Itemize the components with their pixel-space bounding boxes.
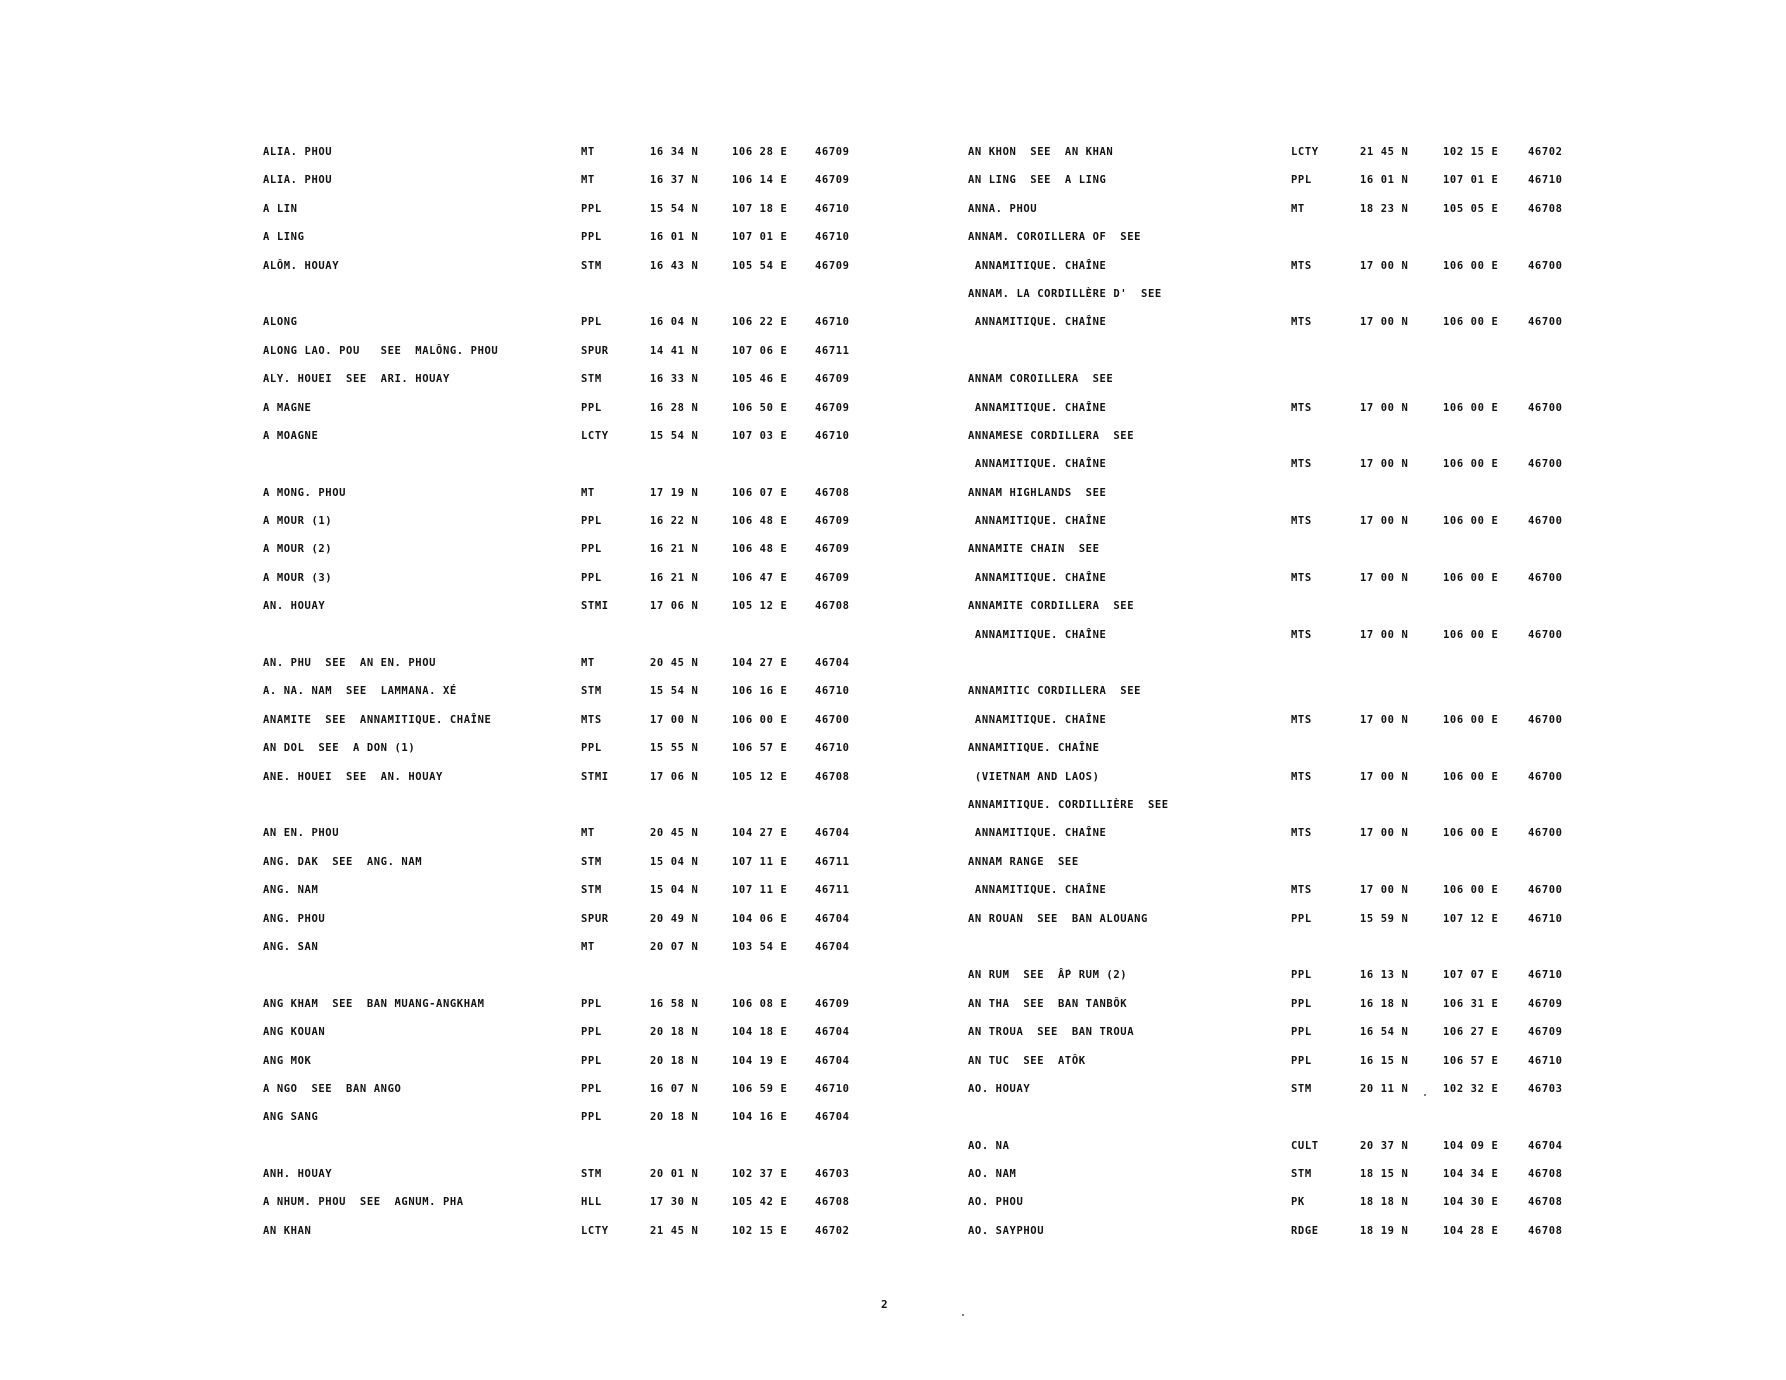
entry-type: MTS <box>1291 515 1312 528</box>
entry-name: ANNAMITIQUE. CHAÎNE <box>968 316 1107 329</box>
entry-name: ANNAMITIQUE. CHAÎNE <box>968 401 1107 414</box>
entry-sheet: 46703 <box>815 1168 850 1181</box>
entry-lon: 107 07 E <box>1443 969 1499 982</box>
entry-name: AO. NAM <box>968 1168 1017 1181</box>
entry-lon: 106 08 E <box>732 997 788 1010</box>
entry-type: MT <box>581 940 595 953</box>
entry-lat: 16 07 N <box>650 1082 699 1095</box>
entry-sheet: 46710 <box>1528 1054 1563 1067</box>
entry-lon: 106 00 E <box>1443 571 1499 584</box>
entry-lat: 15 55 N <box>650 742 699 755</box>
entry-lon: 106 00 E <box>1443 713 1499 726</box>
entry-name: A LIN <box>263 202 298 215</box>
entry-lat: 16 37 N <box>650 174 699 187</box>
entry-name: ANG. NAM <box>263 884 319 897</box>
entry-lat: 18 19 N <box>1360 1224 1409 1237</box>
entry-name: ANE. HOUEI SEE AN. HOUAY <box>263 770 443 783</box>
entry-sheet: 46700 <box>1528 458 1563 471</box>
entry-lat: 16 34 N <box>650 146 699 158</box>
entry-sheet: 46711 <box>815 344 850 357</box>
entry-lat: 20 11 N <box>1360 1082 1409 1095</box>
entry-lon: 105 12 E <box>732 770 788 783</box>
entry-lon: 106 59 E <box>732 1082 788 1095</box>
entry-type: STMI <box>581 600 609 613</box>
entry-lon: 106 48 E <box>732 543 788 556</box>
entry-sheet: 46709 <box>815 146 850 158</box>
entry-lon: 107 01 E <box>1443 174 1499 187</box>
entry-name: AO. SAYPHOU <box>968 1224 1045 1237</box>
entry-lon: 102 15 E <box>1443 146 1499 158</box>
entry-name: AN KHON SEE AN KHAN <box>968 146 1114 158</box>
entry-name: ALIA. PHOU <box>263 146 333 158</box>
entry-sheet: 46700 <box>1528 515 1563 528</box>
entry-type: PPL <box>581 515 602 528</box>
entry-sheet: 46709 <box>815 515 850 528</box>
entry-lon: 106 00 E <box>1443 827 1499 840</box>
entry-name: ANNAMITIQUE. CHAÎNE <box>968 884 1107 897</box>
entry-type: MTS <box>1291 827 1312 840</box>
entry-type: MT <box>1291 202 1305 215</box>
entry-name: ANG SANG <box>263 1111 319 1124</box>
entry-name: A MONG. PHOU <box>263 486 347 499</box>
entry-type: PPL <box>581 1026 602 1039</box>
entry-name: ANNAMITIQUE. CHAÎNE <box>968 259 1107 272</box>
entry-sheet: 46700 <box>1528 770 1563 783</box>
entry-sheet: 46708 <box>1528 202 1563 215</box>
entry-name: ANNAM. LA CORDILLÈRE D' SEE <box>968 287 1162 300</box>
entry-lon: 102 32 E <box>1443 1082 1499 1095</box>
entry-name: ALIA. PHOU <box>263 174 333 187</box>
entry-lon: 102 37 E <box>732 1168 788 1181</box>
entry-sheet: 46709 <box>1528 997 1563 1010</box>
entry-lon: 106 00 E <box>1443 458 1499 471</box>
entry-name: AO. PHOU <box>968 1196 1024 1209</box>
entry-lon: 104 19 E <box>732 1054 788 1067</box>
entry-type: MTS <box>581 713 602 726</box>
entry-name: ANAMITE SEE ANNAMITIQUE. CHAÎNE <box>263 713 492 726</box>
entry-lon: 106 16 E <box>732 685 788 698</box>
entry-lat: 16 33 N <box>650 373 699 386</box>
entry-type: SPUR <box>581 344 609 357</box>
entry-name: ALÔM. HOUAY <box>263 259 340 272</box>
entry-name: ANNAMITIQUE. CHAÎNE <box>968 571 1107 584</box>
entry-sheet: 46708 <box>815 600 850 613</box>
entry-name: AN. HOUAY <box>263 600 326 613</box>
entry-lat: 20 01 N <box>650 1168 699 1181</box>
entry-lon: 104 09 E <box>1443 1139 1499 1152</box>
entry-sheet: 46703 <box>1528 1082 1563 1095</box>
entry-name: ANG MOK <box>263 1054 312 1067</box>
entry-type: MTS <box>1291 628 1312 641</box>
entry-name: ANG. DAK SEE ANG. NAM <box>263 855 423 868</box>
entry-type: STM <box>581 259 602 272</box>
entry-lon: 104 27 E <box>732 827 788 840</box>
entry-sheet: 46709 <box>815 571 850 584</box>
entry-name: ALONG <box>263 316 298 329</box>
entry-type: PPL <box>1291 969 1312 982</box>
entry-type: PPL <box>581 997 602 1010</box>
entry-type: MT <box>581 486 595 499</box>
entry-name: AO. HOUAY <box>968 1082 1031 1095</box>
entry-lat: 18 18 N <box>1360 1196 1409 1209</box>
entry-name: ANNAM RANGE SEE <box>968 855 1079 868</box>
entry-name: ANNAMITIC CORDILLERA SEE <box>968 685 1142 698</box>
entry-sheet: 46700 <box>1528 884 1563 897</box>
entry-lat: 15 04 N <box>650 884 699 897</box>
entry-lat: 17 00 N <box>650 713 699 726</box>
entry-lat: 15 54 N <box>650 429 699 442</box>
entry-name: ANNAMITIQUE. CHAÎNE <box>968 827 1107 840</box>
entry-lon: 106 00 E <box>1443 884 1499 897</box>
entry-name: AN. PHU SEE AN EN. PHOU <box>263 657 437 670</box>
entry-lat: 14 41 N <box>650 344 699 357</box>
entry-type: MTS <box>1291 770 1312 783</box>
entry-lat: 17 30 N <box>650 1196 699 1209</box>
entry-sheet: 46704 <box>815 1111 850 1124</box>
entry-lon: 106 14 E <box>732 174 788 187</box>
entry-type: STM <box>1291 1168 1312 1181</box>
entry-lat: 16 13 N <box>1360 969 1409 982</box>
entry-type: MT <box>581 657 595 670</box>
entry-sheet: 46704 <box>815 1054 850 1067</box>
entry-lat: 17 00 N <box>1360 827 1409 840</box>
entry-lon: 106 00 E <box>1443 316 1499 329</box>
entry-sheet: 46700 <box>1528 628 1563 641</box>
entry-name: ANNAMITE CHAIN SEE <box>968 543 1100 556</box>
entry-name: ANNA. PHOU <box>968 202 1038 215</box>
entry-type: RDGE <box>1291 1224 1319 1237</box>
entry-lat: 17 00 N <box>1360 316 1409 329</box>
entry-lon: 106 31 E <box>1443 997 1499 1010</box>
entry-sheet: 46708 <box>815 486 850 499</box>
entry-lon: 106 47 E <box>732 571 788 584</box>
entry-lat: 15 54 N <box>650 202 699 215</box>
entry-name: ANNAMITE CORDILLERA SEE <box>968 600 1135 613</box>
entry-type: LCTY <box>581 429 609 442</box>
entry-name: ANG KOUAN <box>263 1026 326 1039</box>
entry-lat: 17 00 N <box>1360 628 1409 641</box>
entry-lon: 104 28 E <box>1443 1224 1499 1237</box>
entry-sheet: 46710 <box>815 742 850 755</box>
entry-sheet: 46708 <box>815 770 850 783</box>
entry-lon: 104 16 E <box>732 1111 788 1124</box>
entry-lat: 17 19 N <box>650 486 699 499</box>
entry-sheet: 46709 <box>815 997 850 1010</box>
entry-type: MT <box>581 146 595 158</box>
entry-type: PPL <box>1291 997 1312 1010</box>
entry-type: LCTY <box>1291 146 1319 158</box>
entry-sheet: 46700 <box>1528 827 1563 840</box>
entry-name: ANG KHAM SEE BAN MUANG-ANGKHAM <box>263 997 485 1010</box>
entry-sheet: 46704 <box>815 940 850 953</box>
entry-name: AN TROUA SEE BAN TROUA <box>968 1026 1135 1039</box>
entry-lat: 17 06 N <box>650 600 699 613</box>
entry-type: PPL <box>581 231 602 244</box>
entry-name: AO. NA <box>968 1139 1010 1152</box>
entry-lon: 106 50 E <box>732 401 788 414</box>
entry-lon: 105 54 E <box>732 259 788 272</box>
entry-sheet: 46704 <box>815 912 850 925</box>
entry-lat: 20 45 N <box>650 657 699 670</box>
entry-type: STMI <box>581 770 609 783</box>
entry-sheet: 46710 <box>815 429 850 442</box>
entry-name: ANG. SAN <box>263 940 319 953</box>
entry-type: MT <box>581 827 595 840</box>
entry-name: ANNAMESE CORDILLERA SEE <box>968 429 1135 442</box>
entry-lon: 106 00 E <box>732 713 788 726</box>
entry-lon: 106 22 E <box>732 316 788 329</box>
entry-sheet: 46709 <box>1528 1026 1563 1039</box>
entry-lat: 17 00 N <box>1360 713 1409 726</box>
entry-sheet: 46708 <box>1528 1224 1563 1237</box>
entry-sheet: 46700 <box>1528 316 1563 329</box>
entry-sheet: 46709 <box>815 373 850 386</box>
entry-sheet: 46710 <box>1528 912 1563 925</box>
entry-lon: 106 48 E <box>732 515 788 528</box>
entry-lon: 106 00 E <box>1443 628 1499 641</box>
entry-sheet: 46709 <box>815 174 850 187</box>
entry-type: SPUR <box>581 912 609 925</box>
entry-sheet: 46709 <box>815 543 850 556</box>
entry-sheet: 46709 <box>815 259 850 272</box>
entry-lat: 20 18 N <box>650 1054 699 1067</box>
entry-type: PPL <box>581 202 602 215</box>
entry-name: A NGO SEE BAN ANGO <box>263 1082 402 1095</box>
entry-lon: 104 34 E <box>1443 1168 1499 1181</box>
entry-type: MTS <box>1291 458 1312 471</box>
entry-sheet: 46710 <box>815 1082 850 1095</box>
entry-lat: 17 00 N <box>1360 884 1409 897</box>
entry-lat: 16 43 N <box>650 259 699 272</box>
entry-type: MTS <box>1291 316 1312 329</box>
entry-name: ANG. PHOU <box>263 912 326 925</box>
entry-lat: 20 45 N <box>650 827 699 840</box>
entry-name: A MOUR (2) <box>263 543 333 556</box>
entry-type: MTS <box>1291 884 1312 897</box>
entry-name: AN KHAN <box>263 1224 312 1237</box>
entry-lon: 107 12 E <box>1443 912 1499 925</box>
entry-lat: 16 15 N <box>1360 1054 1409 1067</box>
entry-lon: 107 03 E <box>732 429 788 442</box>
entry-name: ANNAMITIQUE. CHAÎNE <box>968 713 1107 726</box>
entry-lat: 17 00 N <box>1360 401 1409 414</box>
entry-lon: 106 07 E <box>732 486 788 499</box>
entry-lon: 102 15 E <box>732 1224 788 1237</box>
entry-name: ANNAMITIQUE. CHAÎNE <box>968 515 1107 528</box>
entry-name: AN RUM SEE ẤP RUM (2) <box>968 969 1128 982</box>
entry-name: AN TUC SEE ATÔK <box>968 1054 1086 1067</box>
entry-lat: 17 00 N <box>1360 458 1409 471</box>
entry-sheet: 46700 <box>1528 571 1563 584</box>
entry-lon: 107 11 E <box>732 855 788 868</box>
entry-lat: 16 58 N <box>650 997 699 1010</box>
entry-sheet: 46710 <box>815 316 850 329</box>
entry-lon: 105 46 E <box>732 373 788 386</box>
entry-name: A MOAGNE <box>263 429 319 442</box>
entry-sheet: 46700 <box>815 713 850 726</box>
entry-lat: 16 18 N <box>1360 997 1409 1010</box>
entry-type: PPL <box>1291 912 1312 925</box>
entry-name: ANNAM COROILLERA SEE <box>968 373 1114 386</box>
entry-name: ANNAM HIGHLANDS SEE <box>968 486 1107 499</box>
entry-name: A MAGNE <box>263 401 312 414</box>
entry-type: STM <box>581 884 602 897</box>
entry-sheet: 46700 <box>1528 259 1563 272</box>
entry-sheet: 46702 <box>815 1224 850 1237</box>
entry-name: AN LING SEE A LING <box>968 174 1107 187</box>
entry-sheet: 46702 <box>1528 146 1563 158</box>
entry-type: PPL <box>1291 1054 1312 1067</box>
entry-name: A NHUM. PHOU SEE AGNUM. PHA <box>263 1196 464 1209</box>
entry-lat: 16 54 N <box>1360 1026 1409 1039</box>
entry-lat: 17 06 N <box>650 770 699 783</box>
entry-type: MTS <box>1291 259 1312 272</box>
entry-lat: 16 22 N <box>650 515 699 528</box>
entry-lat: 17 00 N <box>1360 259 1409 272</box>
entry-lon: 103 54 E <box>732 940 788 953</box>
entry-sheet: 46710 <box>815 231 850 244</box>
entry-lat: 16 01 N <box>1360 174 1409 187</box>
entry-lat: 20 07 N <box>650 940 699 953</box>
entry-lon: 106 57 E <box>732 742 788 755</box>
entry-type: PPL <box>581 571 602 584</box>
entry-lon: 104 30 E <box>1443 1196 1499 1209</box>
entry-sheet: 46704 <box>815 827 850 840</box>
entry-lon: 106 57 E <box>1443 1054 1499 1067</box>
entry-sheet: 46704 <box>815 1026 850 1039</box>
entry-lon: 104 06 E <box>732 912 788 925</box>
entry-name: ANNAM. COROILLERA OF SEE <box>968 231 1142 244</box>
entry-lat: 17 00 N <box>1360 770 1409 783</box>
entry-type: MT <box>581 174 595 187</box>
entry-type: PPL <box>581 1082 602 1095</box>
entry-name: A LING <box>263 231 305 244</box>
entry-type: STM <box>1291 1082 1312 1095</box>
entry-lat: 15 04 N <box>650 855 699 868</box>
scan-speck <box>962 1314 964 1316</box>
entry-type: CULT <box>1291 1139 1319 1152</box>
entry-lon: 104 27 E <box>732 657 788 670</box>
entry-name: AN DOL SEE A DON (1) <box>263 742 416 755</box>
entry-type: PK <box>1291 1196 1305 1209</box>
entry-sheet: 46710 <box>815 685 850 698</box>
entry-lat: 20 49 N <box>650 912 699 925</box>
entry-name: A MOUR (1) <box>263 515 333 528</box>
entry-lat: 16 21 N <box>650 571 699 584</box>
entry-lon: 106 00 E <box>1443 515 1499 528</box>
entry-type: MTS <box>1291 571 1312 584</box>
entry-lat: 16 21 N <box>650 543 699 556</box>
entry-lon: 105 05 E <box>1443 202 1499 215</box>
entry-lon: 107 18 E <box>732 202 788 215</box>
entry-sheet: 46704 <box>815 657 850 670</box>
entry-type: STM <box>581 373 602 386</box>
entry-sheet: 46700 <box>1528 401 1563 414</box>
entry-lon: 104 18 E <box>732 1026 788 1039</box>
entry-type: PPL <box>581 316 602 329</box>
entry-lat: 15 54 N <box>650 685 699 698</box>
entry-name: AN THA SEE BAN TANBÔK <box>968 997 1128 1010</box>
entry-name: ANNAMITIQUE. CHAÎNE <box>968 742 1100 755</box>
entry-type: MTS <box>1291 713 1312 726</box>
entry-sheet: 46700 <box>1528 713 1563 726</box>
entry-name: ANNAMITIQUE. CORDILLIÈRE SEE <box>968 798 1169 811</box>
entry-lon: 105 12 E <box>732 600 788 613</box>
entry-lat: 16 01 N <box>650 231 699 244</box>
entry-sheet: 46711 <box>815 884 850 897</box>
entry-type: STM <box>581 685 602 698</box>
entry-lat: 18 15 N <box>1360 1168 1409 1181</box>
entry-type: PPL <box>1291 174 1312 187</box>
entry-name: AN EN. PHOU <box>263 827 340 840</box>
entry-type: PPL <box>1291 1026 1312 1039</box>
entry-lat: 20 18 N <box>650 1111 699 1124</box>
entry-type: PPL <box>581 543 602 556</box>
entry-lat: 17 00 N <box>1360 571 1409 584</box>
entry-lon: 106 00 E <box>1443 259 1499 272</box>
entry-type: STM <box>581 1168 602 1181</box>
entry-name: ALONG LAO. POU SEE MALÔNG. PHOU <box>263 344 499 357</box>
entry-name: ANNAMITIQUE. CHAÎNE <box>968 628 1107 641</box>
entry-lon: 106 00 E <box>1443 401 1499 414</box>
entry-name: A MOUR (3) <box>263 571 333 584</box>
scan-speck <box>1424 1094 1426 1096</box>
entry-lon: 107 11 E <box>732 884 788 897</box>
entry-name: AN ROUAN SEE BAN ALOUANG <box>968 912 1148 925</box>
entry-lat: 18 23 N <box>1360 202 1409 215</box>
entry-lat: 17 00 N <box>1360 515 1409 528</box>
entry-type: HLL <box>581 1196 602 1209</box>
entry-lat: 15 59 N <box>1360 912 1409 925</box>
entry-type: MTS <box>1291 401 1312 414</box>
page-number: 2 <box>881 1298 888 1311</box>
entry-sheet: 46708 <box>1528 1196 1563 1209</box>
entry-lat: 16 28 N <box>650 401 699 414</box>
entry-lon: 107 01 E <box>732 231 788 244</box>
entry-sheet: 46704 <box>1528 1139 1563 1152</box>
entry-lon: 107 06 E <box>732 344 788 357</box>
entry-name: A. NA. NAM SEE LAMMANA. XÉ <box>263 685 457 698</box>
entry-type: PPL <box>581 742 602 755</box>
entry-lon: 105 42 E <box>732 1196 788 1209</box>
entry-lon: 106 27 E <box>1443 1026 1499 1039</box>
entry-lat: 16 04 N <box>650 316 699 329</box>
entry-name: ANH. HOUAY <box>263 1168 333 1181</box>
entry-name: ANNAMITIQUE. CHAÎNE <box>968 458 1107 471</box>
entry-sheet: 46709 <box>815 401 850 414</box>
entry-type: PPL <box>581 401 602 414</box>
entry-lat: 21 45 N <box>1360 146 1409 158</box>
entry-name: (VIETNAM AND LAOS) <box>968 770 1100 783</box>
entry-lat: 20 37 N <box>1360 1139 1409 1152</box>
entry-type: PPL <box>581 1054 602 1067</box>
entry-sheet: 46708 <box>815 1196 850 1209</box>
entry-lon: 106 28 E <box>732 146 788 158</box>
entry-name: ALY. HOUEI SEE ARI. HOUAY <box>263 373 450 386</box>
entry-type: STM <box>581 855 602 868</box>
entry-lat: 20 18 N <box>650 1026 699 1039</box>
entry-sheet: 46711 <box>815 855 850 868</box>
entry-sheet: 46710 <box>815 202 850 215</box>
entry-lon: 106 00 E <box>1443 770 1499 783</box>
entry-type: LCTY <box>581 1224 609 1237</box>
entry-type: PPL <box>581 1111 602 1124</box>
entry-sheet: 46710 <box>1528 969 1563 982</box>
entry-sheet: 46708 <box>1528 1168 1563 1181</box>
entry-sheet: 46710 <box>1528 174 1563 187</box>
entry-lat: 21 45 N <box>650 1224 699 1237</box>
